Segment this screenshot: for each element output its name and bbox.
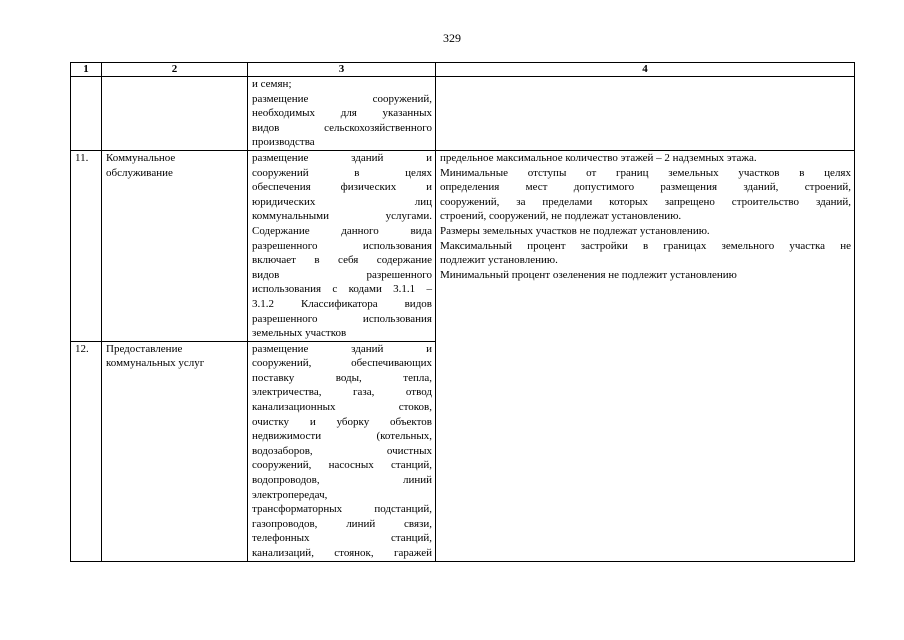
table-row-continuation (71, 77, 855, 151)
text-line: размещение зданий и (252, 151, 432, 164)
page-number: 329 (443, 31, 461, 45)
cell-description (248, 77, 436, 151)
text-line: водозаборов, очистных (252, 444, 432, 457)
text-line: подлежит установлению. (440, 254, 558, 267)
text-line: Содержание данного вида (252, 224, 432, 237)
text-line: очистку и уборку объектов (252, 415, 432, 428)
cell-name: Предоставление коммунальных услуг (102, 341, 248, 561)
text-line: Максимальный процент застройки в границах земельного участка не (440, 239, 851, 252)
text-line: электричества, газа, отвод (252, 386, 432, 399)
text-line: размещение сооружений, (252, 92, 432, 105)
header-col-1: 1 (71, 63, 102, 77)
text-line: Размеры земельных участков не подлежат установлению. (440, 224, 710, 237)
text-line: использования с кодами 3.1.1 – (252, 283, 432, 296)
text-line: сооружений в целях (252, 166, 432, 179)
text-line: строений, сооружений, не подлежат установлению. (440, 210, 682, 223)
text-line: обеспечения физических и (252, 181, 432, 194)
text-line: разрешенного использования (252, 312, 432, 325)
text-line: Минимальные отступы от границ земельных участков в целях (440, 166, 851, 179)
text-line: канализационных стоков, (252, 401, 432, 414)
text-line: Минимальный процент озеленения не подлежит установлению (440, 268, 737, 281)
description-lines (252, 77, 432, 150)
header-col-2: 2 (102, 63, 248, 77)
text-line: поставку воды, тепла, (252, 371, 432, 384)
header-col-4: 4 (436, 63, 855, 77)
text-line: сооружений, обеспечивающих (252, 357, 432, 370)
text-line: газопроводов, линий связи, (252, 517, 432, 530)
text-line: электропередач, (252, 488, 328, 501)
parameter-lines (440, 151, 851, 282)
cell-params-empty (436, 77, 855, 151)
cell-num-empty (71, 77, 102, 151)
land-use-table (70, 62, 855, 562)
text-line: водопроводов, линий (252, 474, 432, 487)
table-header-row (71, 63, 855, 77)
text-line: канализаций, стоянок, гаражей (252, 547, 432, 559)
header-col-3: 3 (248, 63, 436, 77)
cell-num: 12. (71, 341, 102, 561)
cell-parameters (436, 150, 855, 561)
text-line: трансформаторных подстанций, (252, 503, 432, 516)
text-line: сооружений, за пределами которых запрещено строительство зданий, (440, 195, 851, 208)
text-line: разрешенного использования (252, 239, 432, 252)
text-line: размещение зданий и (252, 342, 432, 355)
text-line: недвижимости (котельных, (252, 430, 432, 443)
cell-description (248, 341, 436, 561)
text-line: земельных участков (252, 327, 347, 340)
cell-description (248, 150, 436, 341)
text-line: и семян; (252, 78, 292, 90)
cell-name-empty (102, 77, 248, 151)
text-line: коммунальными услугами. (252, 210, 432, 223)
text-line: телефонных станций, (252, 532, 432, 545)
description-lines (252, 151, 432, 341)
text-line: определения мест допустимого размещения зданий, строений, (440, 181, 851, 194)
description-lines (252, 342, 432, 561)
cell-num: 11. (71, 150, 102, 341)
text-line: производства (252, 136, 315, 149)
text-line: сооружений, насосных станций, (252, 459, 432, 472)
cell-name: Коммунальное обслуживание (102, 150, 248, 341)
text-line: предельное максимальное количество этажей – 2 надземных этажа. (440, 151, 757, 164)
table-row (71, 150, 855, 341)
text-line: видов сельскохозяйственного (252, 121, 432, 134)
text-line: видов разрешенного (252, 268, 432, 281)
text-line: юридических лиц (252, 195, 432, 208)
text-line: 3.1.2 Классификатора видов (252, 297, 432, 310)
text-line: включает в себя содержание (252, 254, 432, 267)
text-line: необходимых для указанных (252, 107, 432, 120)
